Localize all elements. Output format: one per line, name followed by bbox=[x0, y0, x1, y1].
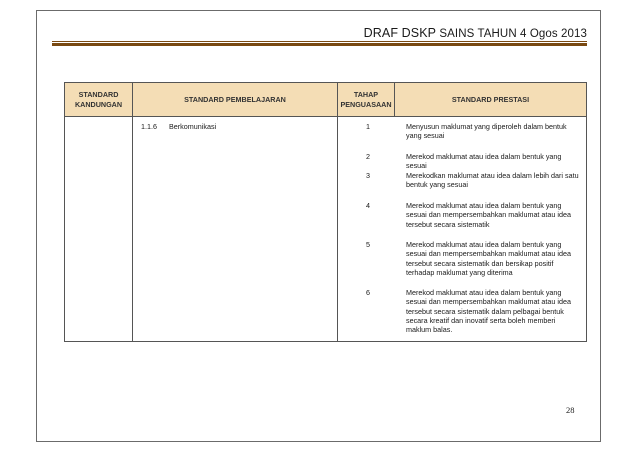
standard-pembelajaran-cell bbox=[133, 117, 338, 342]
header-title-main: DRAF DSKP bbox=[363, 26, 437, 40]
table-body-row bbox=[65, 117, 587, 342]
levels-cell bbox=[338, 117, 587, 342]
level-number: 5 bbox=[366, 240, 370, 249]
column-header-standard-pembelajaran: STANDARD PEMBELAJARAN bbox=[133, 83, 338, 117]
level-description: Menyusun maklumat yang diperoleh dalam bentuk yang sesuai bbox=[406, 122, 567, 141]
level-row bbox=[338, 196, 586, 235]
page-number: 28 bbox=[566, 405, 575, 415]
column-header-standard-kandungan: STANDARD KANDUNGAN bbox=[65, 83, 133, 117]
learning-standard-text: Berkomunikasi bbox=[169, 122, 217, 131]
standards-table bbox=[64, 82, 587, 342]
level-description: Merekodkan maklumat atau idea dalam lebih dari satu bentuk yang sesuai bbox=[406, 171, 579, 190]
learning-standard-code: 1.1.6 bbox=[141, 122, 157, 131]
level-description: Merekod maklumat atau idea dalam bentuk yang sesuai dan mempersembahkan maklumat atau idea tersebut secara sistematik dan bersikap positif terhadap maklumat yang diterima bbox=[406, 240, 572, 277]
column-header-standard-prestasi: STANDARD PRESTASI bbox=[395, 83, 587, 117]
level-row bbox=[338, 235, 586, 283]
header-rule-thin bbox=[52, 41, 587, 42]
level-description: Merekod maklumat atau idea dalam bentuk yang sesuai dan mempersembahkan maklumat atau idea tersebut secara sistematik dalam pelbagai bentuk secara kreatif dan inovatif serta boleh memberi maklum balas. bbox=[406, 288, 572, 335]
column-header-tahap-penguasaan: TAHAP PENGUASAAN bbox=[338, 83, 395, 117]
header-rule-thick bbox=[52, 43, 587, 46]
level-row bbox=[338, 147, 586, 171]
level-number: 6 bbox=[366, 288, 370, 297]
level-description: Merekod maklumat atau idea dalam bentuk yang sesuai dan mempersembahkan maklumat atau idea tersebut secara sistematik bbox=[406, 201, 572, 229]
level-number: 2 bbox=[366, 152, 370, 161]
level-row bbox=[338, 117, 586, 147]
level-row bbox=[338, 283, 586, 341]
document-header-title bbox=[330, 26, 587, 40]
level-number: 3 bbox=[366, 171, 370, 180]
level-row bbox=[338, 166, 586, 196]
header-title-rest: SAINS TAHUN 4 Ogos 2013 bbox=[436, 28, 587, 40]
table-header-row bbox=[65, 83, 587, 117]
level-number: 1 bbox=[366, 122, 370, 131]
level-description: Merekod maklumat atau idea dalam bentuk yang sesuai bbox=[406, 152, 562, 171]
standard-kandungan-cell bbox=[65, 117, 133, 342]
level-number: 4 bbox=[366, 201, 370, 210]
